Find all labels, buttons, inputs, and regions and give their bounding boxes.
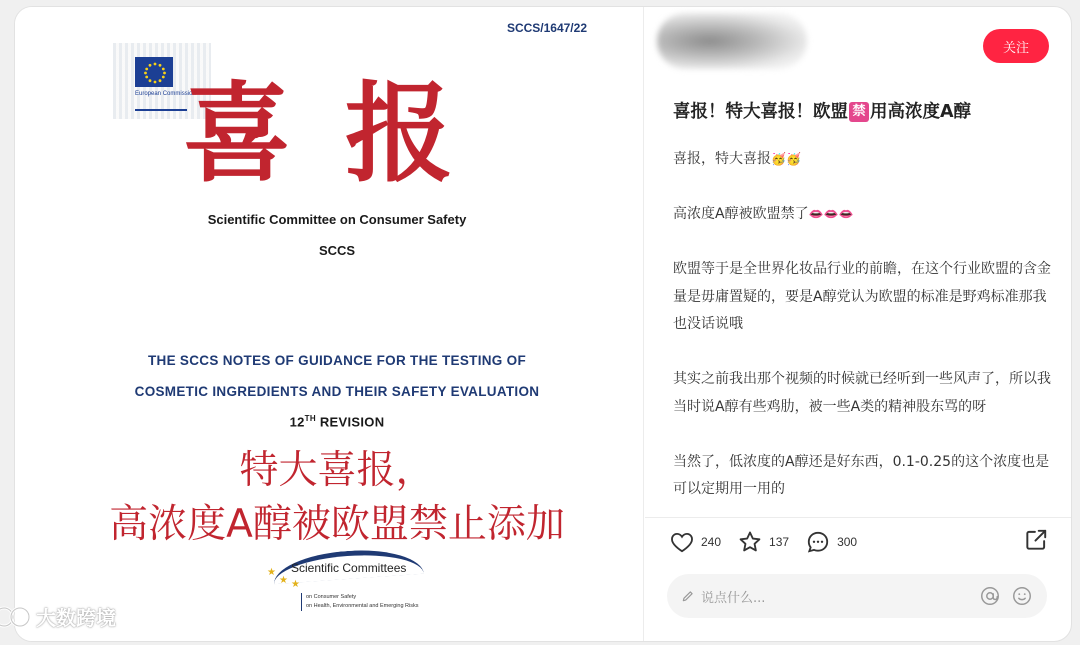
star-icon: ★ [279, 575, 288, 586]
poster-cn-line-1: 特大喜报， [239, 448, 435, 493]
comment-count: 300 [837, 535, 858, 549]
comment-bubble-icon [805, 529, 831, 555]
post-title [673, 98, 1053, 123]
sc-logo-sub-1: on Consumer Safety [306, 594, 357, 600]
post-body [673, 146, 1053, 518]
pencil-icon [681, 589, 695, 603]
like-button[interactable] [669, 529, 721, 555]
eu-flag-icon [135, 57, 173, 87]
smiley-icon[interactable] [1011, 585, 1033, 607]
comment-button[interactable] [805, 529, 857, 555]
site-watermark [0, 602, 116, 631]
guidance-line-1: THE SCCS NOTES OF GUIDANCE FOR THE TESTING OF [147, 353, 526, 368]
divider [645, 517, 1072, 518]
post-detail-panel [645, 7, 1072, 642]
post-paragraph: 欧盟等于是全世界化妆品行业的前瞻，在这个行业欧盟的含金量是毋庸置疑的，要是A醇党认为欧盟的标准是野鸡标准那我也没话说哦 [673, 261, 1051, 332]
post-paragraph: 其实之前我出那个视频的时候就已经听到一些风声了，所以我当时说A醇有些鸡肋，被一些A类的精神股东骂的呀 [673, 371, 1051, 415]
party-emoji-icon: 🥳🥳 [771, 152, 801, 166]
post-text: 高浓度A醇被欧盟禁了 [673, 206, 809, 222]
revision-line [15, 414, 644, 429]
post-card [14, 6, 1072, 642]
watermark-text: 大数跨境 [36, 606, 116, 630]
title-text-before: 喜报！特大喜报！欧盟 [673, 102, 848, 122]
revision-number: 12 [289, 414, 305, 430]
poster-cn-line-2: 高浓度A醇被欧盟禁止添加 [109, 502, 565, 547]
share-icon[interactable] [1023, 527, 1049, 553]
star-icon: ★ [291, 579, 300, 590]
engagement-bar [669, 525, 873, 559]
revision-sup: TH [304, 414, 316, 423]
revision-word: REVISION [319, 414, 385, 430]
title-text-after: 用高浓度A醇 [870, 102, 972, 122]
watermark-logo-icon [0, 605, 32, 629]
at-icon[interactable] [979, 585, 1001, 607]
like-count: 240 [701, 535, 722, 549]
committee-abbr: SCCS [318, 243, 356, 258]
follow-button[interactable]: 关注 [983, 29, 1049, 63]
star-icon [737, 529, 763, 555]
eu-logo-text: European Commission [135, 91, 196, 97]
post-image[interactable] [15, 7, 644, 642]
post-paragraph: 当然了，低浓度的A醇还是好东西，0.1-0.25的这个浓度也是可以定期用一用的 [673, 453, 1050, 497]
post-paragraph [673, 146, 1053, 174]
sc-logo-subtitle [301, 593, 419, 611]
guidance-line-2: COSMETIC INGREDIENTS AND THEIR SAFETY EVALUATION [134, 384, 540, 399]
comment-input[interactable] [667, 574, 1047, 618]
ban-badge-icon: 禁 [849, 102, 869, 122]
lips-emoji-icon: 👄👄👄 [808, 207, 854, 221]
poster-big-title: 喜报 [183, 71, 508, 197]
star-icon: ★ [267, 567, 276, 578]
sc-logo-name: Scientific Committees [291, 561, 407, 575]
comment-placeholder: 说点什么... [701, 590, 766, 606]
committee-name: Scientific Committee on Consumer Safety [207, 212, 467, 227]
heart-icon [669, 529, 695, 555]
sc-logo-sub-2: on Health, Environmental and Emerging Risks [306, 603, 419, 609]
post-text: 喜报，特大喜报 [673, 151, 771, 167]
eu-logo-underline [135, 109, 187, 111]
favorite-count: 137 [769, 535, 790, 549]
favorite-button[interactable] [737, 529, 789, 555]
author-avatar-blurred[interactable] [657, 13, 807, 69]
document-code: SCCS/1647/22 [506, 21, 587, 35]
scientific-committees-logo [263, 551, 463, 621]
post-paragraph [673, 201, 1053, 229]
